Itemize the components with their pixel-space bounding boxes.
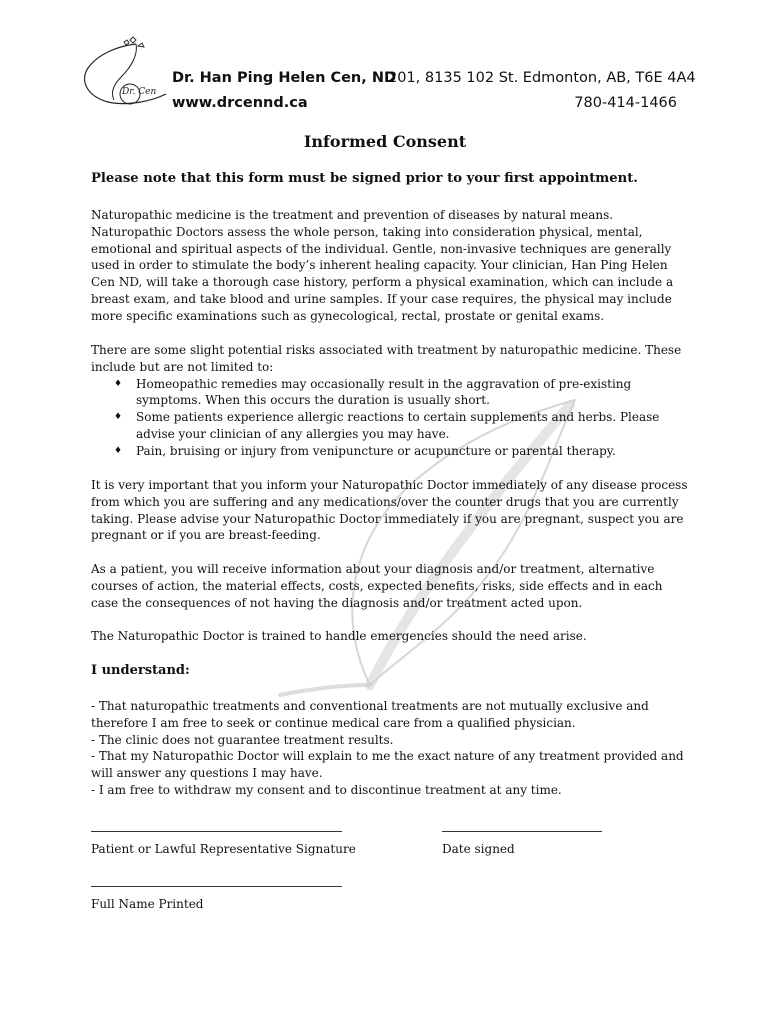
bullet-icon: ♦ — [114, 412, 123, 423]
understand-heading: I understand: — [91, 663, 190, 678]
full-name-label: Full Name Printed — [91, 897, 204, 911]
clinic-website: www.drcennd.ca — [172, 95, 308, 111]
signing-notice: Please note that this form must be signed prior to your first appointment. — [91, 171, 638, 186]
intro-paragraph — [91, 207, 691, 325]
full-name-line[interactable] — [91, 886, 342, 887]
clinic-address: 201, 8135 102 St. Edmonton, AB, T6E 4A4 — [388, 70, 696, 86]
list-item: ♦ Pain, bruising or injury from venipuncture or acupuncture or parental therapy. — [114, 443, 616, 458]
list-item: ♦ Homeopathic remedies may occasionally result in the aggravation of pre-existing symptoms. When this occurs the duration is usually short. — [114, 376, 632, 408]
disclosure-paragraph: It is very important that you inform your Naturopathic Doctor immediately of any disease process from which you are suffering and any medications/over the counter drugs that you are currently taking. Please advise your Naturopathic Doctor immediately if you are pregnant, suspect you are pregnant or if you are breast-feeding. — [91, 478, 688, 543]
risks-list — [91, 376, 691, 460]
risks-intro: There are some slight potential risks associated with treatment by naturopathic medicine. These include but are not limited to: — [91, 343, 682, 374]
patient-signature-label: Patient or Lawful Representative Signature — [91, 842, 356, 856]
bullet-icon: ♦ — [114, 378, 123, 389]
list-item: - That my Naturopathic Doctor will explain to me the exact nature of any treatment provided and will answer any questions I may have. — [91, 749, 684, 781]
patient-signature-line[interactable] — [91, 831, 342, 832]
clinic-phone: 780-414-1466 — [574, 95, 677, 111]
date-signed-line[interactable] — [442, 831, 602, 832]
page-title: Informed Consent — [303, 132, 467, 151]
doctor-name: Dr. Han Ping Helen Cen, ND — [172, 70, 396, 86]
list-item: ♦ Some patients experience allergic reactions to certain supplements and herbs. Please advise your clinician of any allergies you may have. — [114, 410, 660, 441]
list-item: - The clinic does not guarantee treatment results. — [91, 732, 394, 747]
date-signed-label: Date signed — [442, 842, 515, 856]
list-item: - I am free to withdraw my consent and to discontinue treatment at any time. — [91, 782, 562, 797]
risks-section — [91, 342, 691, 460]
clinic-logo-icon — [78, 36, 178, 116]
bullet-icon: ♦ — [114, 445, 123, 456]
information-paragraph: As a patient, you will receive information about your diagnosis and/or treatment, alternative courses of action, the material effects, costs, expected benefits, risks, side effects and in each case the consequences of not having the diagnosis and/or treatment acted upon. — [91, 562, 663, 610]
logo-signature-text: Dr. Cen — [122, 87, 157, 97]
understand-list — [91, 698, 691, 799]
list-item: - That naturopathic treatments and conventional treatments are not mutually exclusive and therefore I am free to seek or continue medical care from a qualified physician. — [91, 699, 649, 730]
intro-text: Naturopathic medicine is the treatment and prevention of diseases by natural means. Naturopathic Doctors assess the whole person, taking into consideration physical, mental, emotional and spiritual aspects of the individual. Gentle, non-invasive techniques are generally used in order to stimulate the body’s inherent healing capacity. Your clinician, Han Ping Helen Cen ND, will take a thorough case history, perform a physical examination, which can include a breast exam, and take blood and urine samples. If your case requires, the physical may include more specific examinations such as gynecological, rectal, prostate or genital exams. — [91, 208, 674, 323]
emergency-paragraph: The Naturopathic Doctor is trained to handle emergencies should the need arise. — [91, 629, 587, 643]
